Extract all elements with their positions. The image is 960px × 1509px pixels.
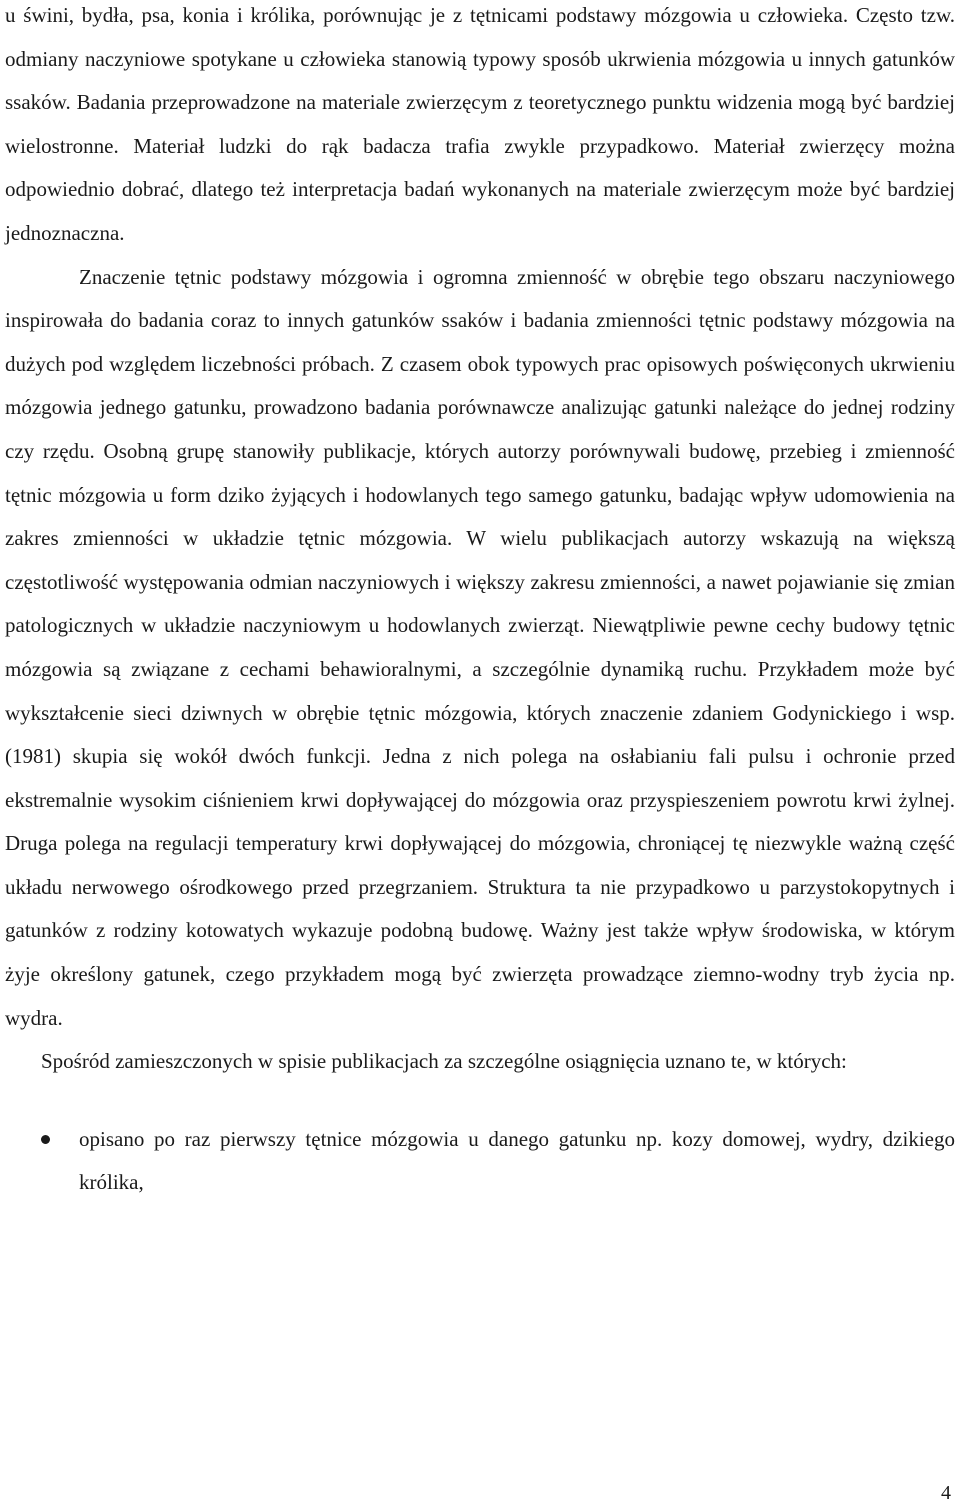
page-number: 4 (941, 1482, 951, 1504)
list-item-text: opisano po raz pierwszy tętnice mózgowia u danego gatunku np. kozy domowej, wydry, dzikiego królika, (79, 1126, 955, 1195)
list-item (5, 1118, 955, 1205)
paragraph-3: Spośród zamieszczonych w spisie publikacjach za szczególne osiągnięcia uznano te, w których: (41, 1049, 847, 1074)
paragraph-2: Znaczenie tętnic podstawy mózgowia i ogromna zmienność w obrębie tego obszaru naczyniowego inspirowała do badania coraz to innych gatunków ssaków i badania zmienności tętnic podstawy mózgowia na dużych pod względem liczebności próbach. Z czasem obok typowych prac opisowych poświęconych ukrwieniu mózgowia jednego gatunku, prowadzono badania porównawcze analizując gatunki należące do jednej rodziny czy rzędu. Osobną grupę stanowiły publikacje, których autorzy porównywali budowę, przebieg i zmienność tętnic mózgowia u form dziko żyjących i hodowlanych tego samego gatunku, badając wpływ udomowienia na zakres zmienności w układzie tętnic mózgowia. W wielu publikacjach autorzy wskazują na większą częstotliwość występowania odmian naczyniowych i większy zakresu zmienności, a nawet pojawianie się zmian patologicznych w układzie naczyniowym u hodowlanych zwierząt. Niewątpliwie pewne cechy budowy tętnic mózgowia są związane z cechami behawioralnymi, a szczególnie dynamiką ruchu. Przykładem może być wykształcenie sieci dziwnych w obrębie tętnic mózgowia, których znaczenie zdaniem Godynickiego i wsp.(1981) skupia się wokół dwóch funkcji. Jedna z nich polega na osłabianiu fali pulsu i ochronie przed ekstremalnie wysokim ciśnieniem krwi dopływającej do mózgowia oraz przyspieszeniem powrotu krwi żylnej. Druga polega na regulacji temperatury krwi dopływającej do mózgowia, chroniącej tę niezwykle ważną część układu nerwowego ośrodkowego przed przegrzaniem. Struktura ta nie przypadkowo u parzystokopytnych i gatunków z rodziny kotowatych wykazuje podobną budowę. Ważny jest także wpływ środowiska, w którym żyje określony gatunek, czego przykładem mogą być zwierzęta prowadzące ziemno-wodny tryb życia np. wydra. (5, 264, 955, 1030)
paragraph-1: u świni, bydła, psa, konia i królika, porównując je z tętnicami podstawy mózgowia u człowieka. Często tzw. odmiany naczyniowe spotykane u człowieka stanowią typowy sposób ukrwienia mózgowia u innych gatunków ssaków. Badania przeprowadzone na materiale zwierzęcym z teoretycznego punktu widzenia mogą być bardziej wielostronne. Materiał ludzki do rąk badacza trafia zwykle przypadkowo. Materiał zwierzęcy można odpowiednio dobrać, dlatego też interpretacja badań wykonanych na materiale zwierzęcym może być bardziej jednoznaczna. (5, 3, 955, 245)
document-page (5, 0, 955, 1205)
bullet-icon (41, 1135, 50, 1144)
bullet-list (5, 1118, 955, 1205)
